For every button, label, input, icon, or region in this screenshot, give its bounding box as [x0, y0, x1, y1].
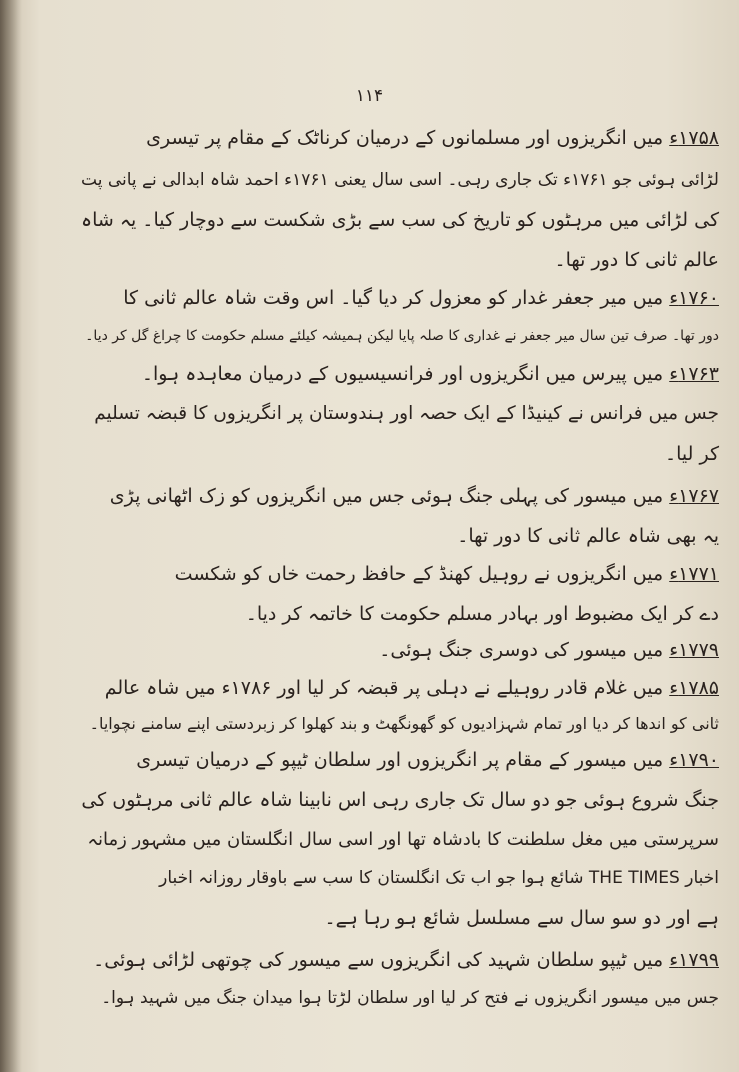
line-text: سرپرستی میں مغل سلطنت کا بادشاہ تھا اور اسی سال انگلستان میں مشہور زمانہ	[87, 829, 719, 850]
text-line	[554, 248, 719, 272]
line-text: دور تھا۔ صرف تین سال میر جعفر نے غداری کا صلہ پایا لیکن ہمیشہ کیلئے مسلم حکومت کا چراغ گل کر دیا۔	[85, 328, 719, 344]
page-number: ۱۱۴	[355, 86, 384, 106]
text-line	[105, 676, 719, 700]
line-text: میں میر جعفر غدار کو معزول کر دیا گیا۔ اس وقت شاہ عالم ثانی کا	[123, 287, 664, 309]
text-line	[87, 828, 719, 852]
line-text: ثانی کو اندھا کر دیا اور تمام شہزادیوں کو گھونگھٹ و بند کھلوا کر زبردستی اپنے سامنے نچوایا۔	[89, 714, 719, 733]
year-label: ۱۷۷۹ء	[669, 639, 719, 661]
year-label: ۱۷۶۰ء	[669, 287, 719, 309]
text-line	[175, 562, 719, 586]
line-text: جس میں فرانس نے کینیڈا کے ایک حصہ اور ہندوستان پر انگریزوں کا قبضہ تسلیم	[94, 403, 719, 424]
text-line	[94, 402, 719, 426]
text-line	[159, 866, 719, 890]
line-text: لڑائی ہوئی جو ۱۷۶۱ء تک جاری رہی۔ اسی سال یعنی ۱۷۶۱ء احمد شاہ ابدالی نے پانی پت	[81, 170, 719, 190]
line-text: یہ بھی شاہ عالم ثانی کا دور تھا۔	[457, 525, 719, 547]
text-line	[110, 484, 719, 508]
line-text: میں انگریزوں نے روہیل کھنڈ کے حافظ رحمت خاں کو شکست	[174, 563, 664, 585]
text-line	[81, 168, 719, 192]
line-text: میں انگریزوں اور مسلمانوں کے درمیان کرناٹک کے مقام پر تیسری	[146, 127, 664, 149]
line-text: میں ٹیپو سلطان شہید کی انگریزوں سے میسور کی چوتھی لڑائی ہوئی۔	[93, 949, 664, 971]
year-label: ۱۷۶۳ء	[669, 363, 719, 385]
year-label: ۱۷۹۹ء	[669, 949, 719, 971]
line-text: عالم ثانی کا دور تھا۔	[554, 249, 719, 271]
line-text: دے کر ایک مضبوط اور بہادر مسلم حکومت کا خاتمہ کر دیا۔	[245, 603, 719, 625]
year-label: ۱۷۵۸ء	[669, 127, 719, 149]
year-label: ۱۷۸۵ء	[669, 677, 719, 699]
binding-shadow	[0, 0, 22, 1072]
line-text: میں میسور کے مقام پر انگریزوں اور سلطان ٹیپو کے درمیان تیسری	[136, 749, 664, 771]
line-text: ہے اور دو سو سال سے مسلسل شائع ہو رہا ہے۔	[324, 907, 719, 929]
text-line	[146, 126, 719, 150]
text-line	[90, 712, 719, 736]
line-text: میں پیرس میں انگریزوں اور فرانسیسیوں کے درمیان معاہدہ ہوا۔	[141, 363, 664, 385]
text-line	[324, 906, 719, 930]
text-line	[142, 362, 719, 386]
text-line	[665, 442, 719, 466]
line-text: کر لیا۔	[664, 443, 719, 465]
text-line	[457, 524, 719, 548]
line-text: کی لڑائی میں مرہٹوں کو تاریخ کی سب سے بڑی شکست سے دوچار کیا۔ یہ شاہ	[80, 209, 719, 231]
text-line	[93, 948, 719, 972]
line-text: میں میسور کی دوسری جنگ ہوئی۔	[379, 639, 664, 661]
text-line	[246, 602, 719, 626]
text-line	[81, 208, 719, 232]
line-text: میں میسور کی پہلی جنگ ہوئی جس میں انگریزوں کو زک اٹھانی پڑی	[109, 485, 664, 507]
year-label: ۱۷۷۱ء	[669, 563, 719, 585]
text-line	[379, 638, 719, 662]
line-text: اخبار THE TIMES شائع ہوا جو اب تک انگلستان کا سب سے باوقار روزانہ اخبار	[159, 868, 719, 888]
text-line	[123, 286, 719, 310]
line-text: میں غلام قادر روہیلے نے دہلی پر قبضہ کر لیا اور ۱۷۸۶ء میں شاہ عالم	[104, 677, 664, 699]
text-line	[136, 748, 719, 772]
year-label: ۱۷۹۰ء	[669, 749, 719, 771]
line-text: جنگ شروع ہوئی جو دو سال تک جاری رہی اس نابینا شاہ عالم ثانی مرہٹوں کی	[81, 789, 719, 811]
line-text: جس میں میسور انگریزوں نے فتح کر لیا اور سلطان لڑتا ہوا میدان جنگ میں شہید ہوا۔	[101, 988, 719, 1008]
year-label: ۱۷۶۷ء	[669, 485, 719, 507]
text-line	[81, 788, 719, 812]
text-line	[101, 986, 719, 1010]
text-line	[85, 324, 719, 348]
